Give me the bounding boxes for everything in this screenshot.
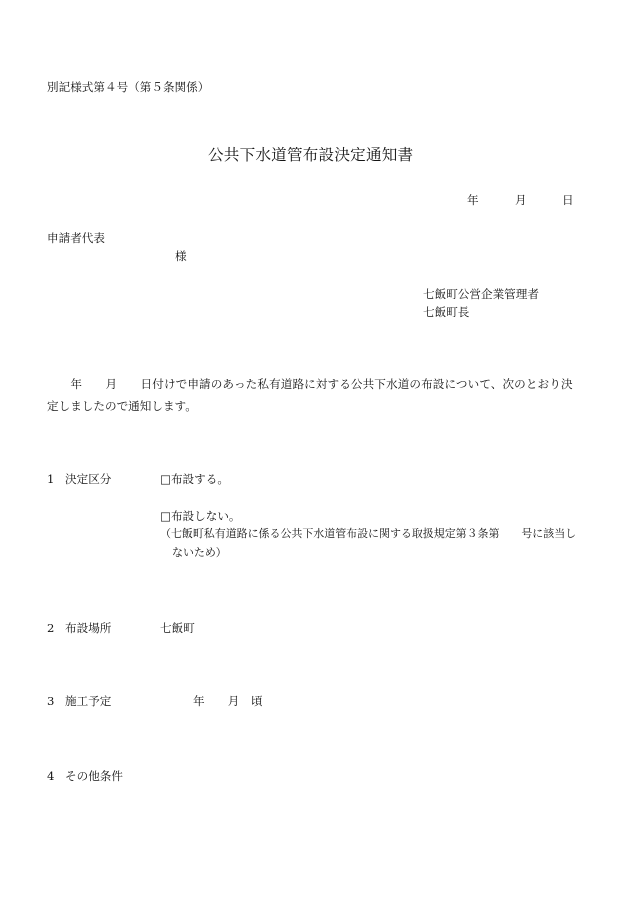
body-line-2: 定しましたので通知します。 xyxy=(47,399,197,413)
body-line-1: 年 月 日付けで申請のあった私有道路に対する公共下水道の布設について、次のとおり決 xyxy=(47,377,573,391)
recipient-label: 申請者代表 xyxy=(47,231,105,245)
section-label: その他条件 xyxy=(65,769,123,783)
section-number: 4 xyxy=(47,769,55,783)
date-month-label: 月 xyxy=(515,193,527,207)
form-number: 別記様式第４号（第５条関係） xyxy=(47,80,210,94)
schedule-value: 年 月 頃 xyxy=(193,694,263,708)
location-value: 七飯町 xyxy=(160,621,195,635)
issuer-line-2: 七飯町長 xyxy=(423,305,470,319)
date-year-label: 年 xyxy=(467,193,479,207)
reason-note-line-2: ないため） xyxy=(172,546,227,559)
section-label: 決定区分 xyxy=(65,472,112,486)
section-number: 3 xyxy=(47,694,55,708)
recipient-honorific: 様 xyxy=(175,249,187,263)
section-label: 施工予定 xyxy=(65,694,112,708)
reason-note-line-1: （七飯町私有道路に係る公共下水道管布設に関する取扱規定第３条第 号に該当し xyxy=(160,527,577,540)
document-title: 公共下水道管布設決定通知書 xyxy=(208,146,414,164)
issuer-line-1: 七飯町公営企業管理者 xyxy=(423,287,539,301)
section-label: 布設場所 xyxy=(65,621,112,635)
option-not-install-checkbox: □布設しない。 xyxy=(160,509,241,523)
section-number: 2 xyxy=(47,621,55,635)
section-number: 1 xyxy=(47,472,55,486)
option-install-checkbox: □布設する。 xyxy=(160,472,229,486)
date-day-label: 日 xyxy=(562,193,574,207)
